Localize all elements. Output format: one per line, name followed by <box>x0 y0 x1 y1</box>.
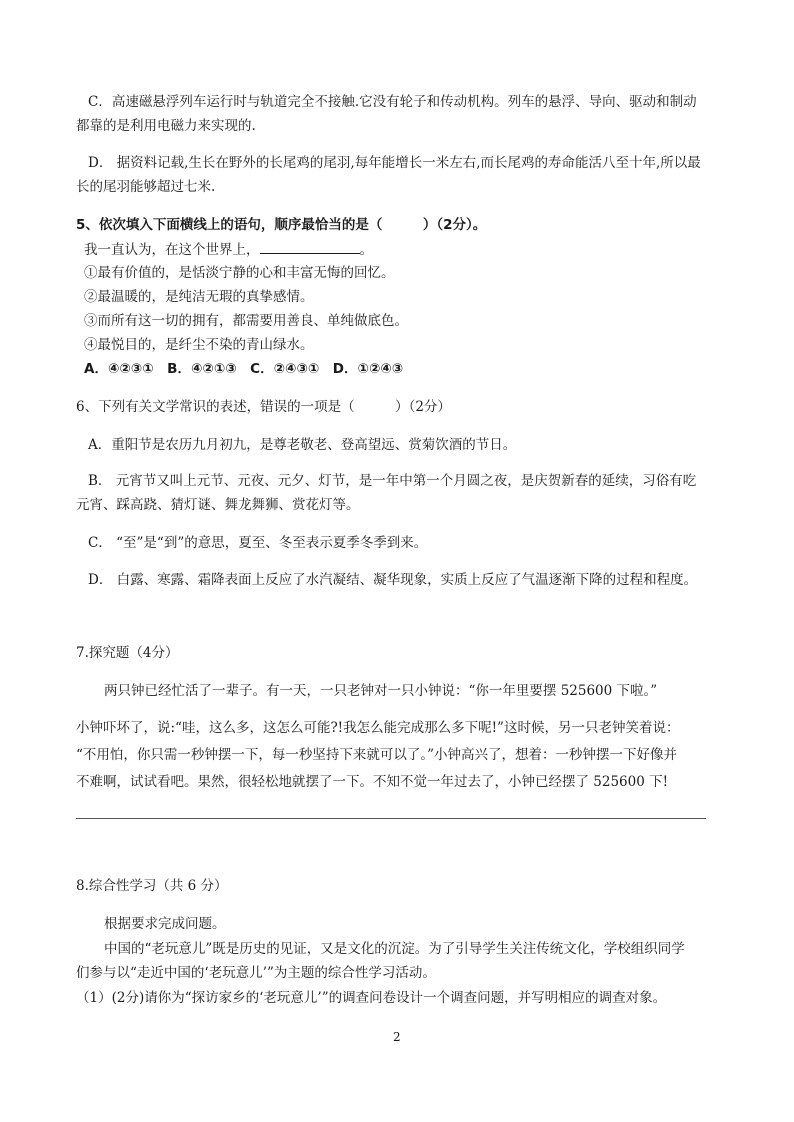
q8-title: 8.综合性学习（共 6 分） <box>76 878 228 894</box>
q5-stem <box>84 240 373 259</box>
q8-para-line2: 们参与以“走近中国的‘老玩意儿’”为主题的综合性学习活动。 <box>76 965 436 981</box>
q7-para-line3: “不用怕，你只需一秒钟摆一下，每一秒坚持下来就可以了。”小钟高兴了，想着：一秒钟摆一下好像并 <box>76 747 678 763</box>
q5-item-2: ②最温暖的，是纯洁无瑕的真挚感情。 <box>84 289 314 305</box>
q7-para-line1: 两只钟已经忙活了一辈子。有一天，一只老钟对一只小钟说：“你一年里要摆 525600 下啦。” <box>104 683 658 699</box>
q5-item-3: ③而所有这一切的拥有，都需要用善良、单纯做底色。 <box>84 313 408 329</box>
q6-option-c: C． “至”是“到”的意思，夏至、冬至表示夏季冬季到来。 <box>88 535 428 551</box>
q6-option-d: D． 白露、寒露、霜降表面上反应了水汽凝结、凝华现象，实质上反应了气温逐渐下降的过程和程度。 <box>88 572 698 588</box>
q4-option-d-line1: D． 据资料记载,生长在野外的长尾鸡的尾羽,每年能增长一米左右,而长尾鸡的寿命能活八至十年,所以最 <box>88 155 701 171</box>
q5-item-1: ①最有价值的，是恬淡宁静的心和丰富无悔的回忆。 <box>84 265 395 281</box>
q8-intro: 根据要求完成问题。 <box>104 916 226 932</box>
q5-answer-blank[interactable] <box>260 240 360 254</box>
q7-para-line2: 小钟吓坏了，说:“哇，这么多，这怎么可能?!我怎么能完成那么多下呢!”这时候，另一只老钟笑着说： <box>76 720 680 736</box>
q7-answer-line[interactable] <box>76 818 706 819</box>
q6-title: 6、下列有关文学常识的表述，错误的一项是（ ）（2分） <box>76 399 451 415</box>
q6-option-b-line2: 元宵、踩高跷、猜灯谜、舞龙舞狮、赏花灯等。 <box>76 497 360 513</box>
q6-option-a: A．重阳节是农历九月初九，是尊老敬老、登高望远、赏菊饮酒的节日。 <box>88 437 517 453</box>
q5-stem-before: 我一直认为，在这个世界上， <box>84 242 260 258</box>
q8-para-line1: 中国的“老玩意儿”既是历史的见证，又是文化的沉淀。为了引导学生关注传统文化，学校组织同学 <box>104 941 685 957</box>
q5-stem-after: 。 <box>359 242 373 258</box>
q6-option-b-line1: B． 元宵节又叫上元节、元夜、元夕、灯节，是一年中第一个月圆之夜，是庆贺新春的延续，习俗有吃 <box>88 473 697 489</box>
q5-item-4: ④最悦目的，是纤尘不染的青山绿水。 <box>84 337 314 353</box>
q7-para-line4: 不难啊，试试看吧。果然，很轻松地就摆了一下。不知不觉一年过去了，小钟已经摆了 525600 下! <box>76 774 669 790</box>
q4-option-d-line2: 长的尾羽能够超过七米. <box>76 179 216 195</box>
q7-title: 7.探究题（4分） <box>76 645 179 661</box>
page-number: 2 <box>393 1030 401 1044</box>
q4-option-c-line1: C．高速磁悬浮列车运行时与轨道完全不接触.它没有轮子和传动机构。列车的悬浮、导向、驱动和制动 <box>88 94 697 110</box>
q4-option-c-line2: 都靠的是利用电磁力来实现的. <box>76 118 256 134</box>
q8-sub-question-1: （1）(2分)请你为“探访家乡的‘老玩意儿’”的调查问卷设计一个调查问题，并写明相应的调查对象。 <box>76 990 667 1006</box>
q5-title: 5、依次填入下面横线上的语句，顺序最恰当的是（ ）（2分）。 <box>76 217 487 233</box>
q5-options: A．④②③① B．④②①③ C．②④③① D．①②④③ <box>84 361 404 377</box>
